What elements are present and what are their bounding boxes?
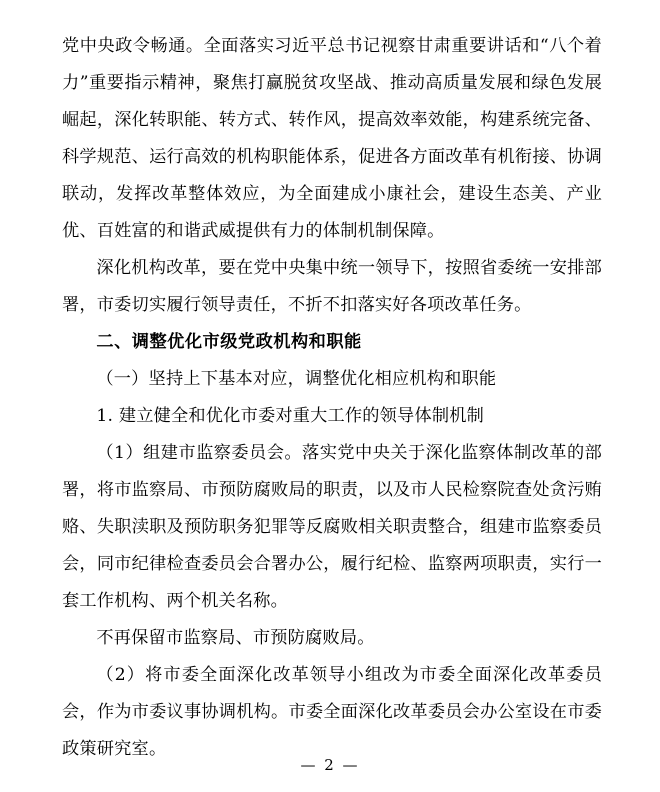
paragraph: （2）将市委全面深化改革领导小组改为市委全面深化改革委员会，作为市委议事协调机构。市委全面深化改革委员会办公室设在市委政策研究室。 — [62, 665, 602, 759]
paragraph: 不再保留市监察局、市预防腐败局。 — [96, 628, 375, 648]
subsection-heading: （一）坚持上下基本对应，调整优化相应机构和职能 — [96, 369, 497, 389]
section-heading: 二、调整优化市级党政机构和职能 — [96, 332, 362, 352]
page-footer — [0, 756, 660, 774]
paragraph: 深化机构改革，要在党中央集中统一领导下，按照省委统一安排部署，市委切实履行领导责任，不折不扣落实好各项改革任务。 — [62, 258, 602, 315]
page-number: — 2 — — [300, 756, 360, 774]
paragraph-continuation: 党中央政令畅通。全面落实习近平总书记视察甘肃重要讲话和“八个着力”重要指示精神，聚焦打赢脱贫攻坚战、推动高质量发展和绿色发展崛起，深化转职能、转方式、转作风，提高效率效能，构建系统完备、科学规范、运行高效的机构职能体系，促进各方面改革有机衔接、协调联动，发挥改革整体效应，为全面建成小康社会，建设生态美、产业优、百姓富的和谐武威提供有力的体制机制保障。 — [62, 36, 602, 241]
paragraph: （1）组建市监察委员会。落实党中央关于深化监察体制改革的部署，将市监察局、市预防腐败局的职责，以及市人民检察院查处贪污贿赂、失职渎职及预防职务犯罪等反腐败相关职责整合，组建市监察委员会，同市纪律检查委员会合署办公，履行纪检、监察两项职责，实行一套工作机构、两个机关名称。 — [62, 443, 602, 611]
document-body — [62, 28, 602, 768]
list-item-numbered: 1. 建立健全和优化市委对重大工作的领导体制机制 — [96, 406, 484, 426]
